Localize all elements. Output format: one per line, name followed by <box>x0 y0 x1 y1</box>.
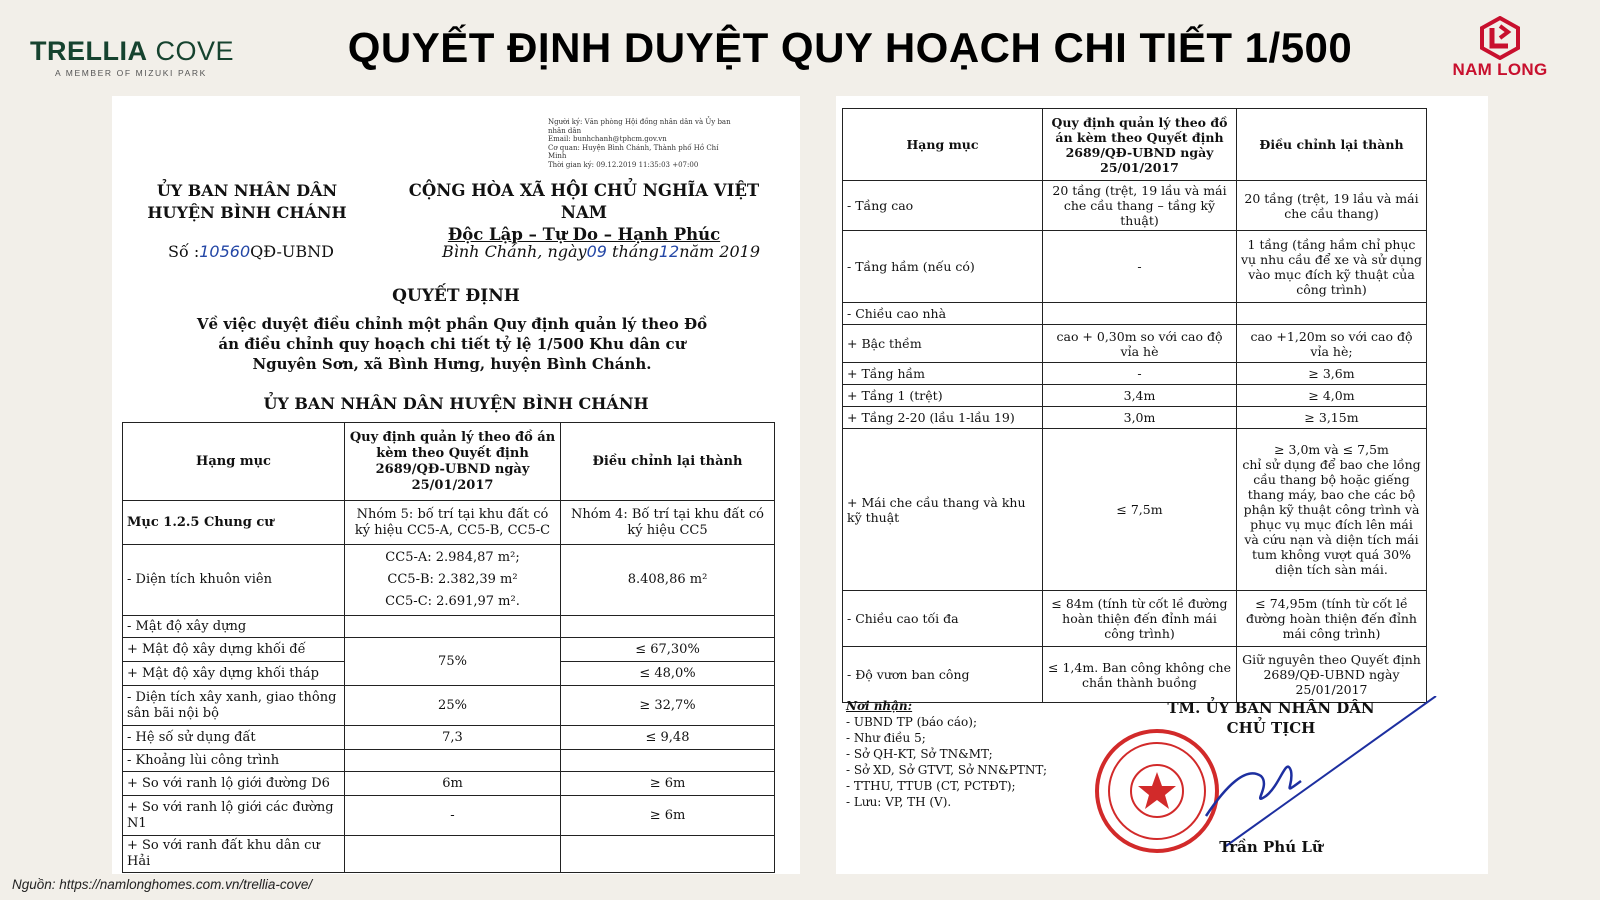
national-header <box>384 180 784 246</box>
recipient-item: - Sở XD, Sở GTVT, Sở NN&PTNT; <box>846 763 1048 777</box>
decision-subject <box>192 314 712 374</box>
date-month: 12 <box>658 242 680 261</box>
table-cell: ≤ 1,4m. Ban công không che chắn thành buồng <box>1043 647 1237 703</box>
area-value: CC5-A: 2.984,87 m²; <box>385 550 520 565</box>
table-cell: ≤ 84m (tính từ cốt lề đường hoàn thiện đến đỉnh mái công trình) <box>1043 591 1237 647</box>
brand-tagline: A MEMBER OF MIZUKI PARK <box>55 68 207 78</box>
recipients-list <box>846 698 1076 810</box>
authority-line: HUYỆN BÌNH CHÁNH <box>147 203 347 222</box>
table-row <box>843 429 1427 591</box>
table-row <box>843 591 1427 647</box>
table-cell: - <box>345 796 561 836</box>
table-cell: + So với ranh lộ giới các đường N1 <box>123 796 345 836</box>
table-cell: + So với ranh lộ giới đường D6 <box>123 772 345 796</box>
header-adjusted: Điều chỉnh lại thành <box>1237 109 1427 181</box>
nam-long-name: NAM LONG <box>1452 60 1548 79</box>
table-cell: - Diện tích xây xanh, giao thông sân bãi nội bộ <box>123 686 345 726</box>
table-cell: ≥ 4,0m <box>1237 385 1427 407</box>
decision-document-page-2 <box>836 96 1488 874</box>
table-cell: cao + 0,30m so với cao độ vỉa hè <box>1043 325 1237 363</box>
signature-meta-line: Người ký: Văn phòng Hội đồng nhân dân và Ủy ban nhân dân <box>548 118 731 135</box>
issuing-authority <box>142 180 352 224</box>
table-cell: - Chiều cao nhà <box>843 303 1043 325</box>
table-row <box>843 109 1427 181</box>
signature-block <box>1126 698 1416 738</box>
table-cell: + Mật độ xây dựng khối đế <box>123 638 345 662</box>
area-value: CC5-C: 2.691,97 m². <box>385 594 520 609</box>
recipients-title: Nơi nhận: <box>846 699 913 713</box>
table-cell: cao +1,20m so với cao độ vỉa hè; <box>1237 325 1427 363</box>
subject-line: án điều chỉnh quy hoạch chi tiết tỷ lệ 1/500 Khu dân cư <box>218 335 686 353</box>
table-cell: ≥ 3,6m <box>1237 363 1427 385</box>
number-handwritten: 10560 <box>199 242 251 261</box>
table-cell: Nhóm 5: bố trí tại khu đất có ký hiệu CC5-A, CC5-B, CC5-C <box>345 501 561 545</box>
table-cell: - Tầng cao <box>843 181 1043 231</box>
header-item: Hạng mục <box>843 109 1043 181</box>
table-row <box>123 772 775 796</box>
nam-long-logo <box>1438 16 1562 86</box>
table-row <box>843 385 1427 407</box>
table-row <box>843 363 1427 385</box>
date-part: Bình Chánh, ngày <box>442 242 587 261</box>
table-cell <box>345 545 561 616</box>
subject-line: Nguyên Sơn, xã Bình Hưng, huyện Bình Chánh. <box>252 355 652 373</box>
table-row <box>123 686 775 726</box>
table-row <box>123 750 775 772</box>
table-cell <box>345 836 561 873</box>
table-row <box>843 647 1427 703</box>
table-cell: 75% <box>345 638 561 686</box>
table-row <box>123 545 775 616</box>
recipient-item: - Lưu: VP, TH (V). <box>846 795 952 809</box>
nam-long-icon <box>1478 16 1522 60</box>
header-item: Hạng mục <box>123 423 345 501</box>
table-cell: - Độ vươn ban công <box>843 647 1043 703</box>
issuer-heading: ỦY BAN NHÂN DÂN HUYỆN BÌNH CHÁNH <box>263 394 649 413</box>
table-cell: ≤ 48,0% <box>561 662 775 686</box>
table-cell: 20 tầng (trệt, 19 lầu và mái che cầu thang) <box>1237 181 1427 231</box>
table-row <box>843 407 1427 429</box>
roof-note: chỉ sử dụng để bao che lồng cầu thang bộ hoặc giếng thang máy, bao che các bộ phận kỹ thuật công trình và phục vụ mục đích lên mái và cứu nạn và diện tích mái tum không vượt quá 30% diện tích sàn mái. <box>1242 457 1421 577</box>
table-cell <box>1237 429 1427 591</box>
table-cell: ≥ 6m <box>561 772 775 796</box>
table-cell: - Khoảng lùi công trình <box>123 750 345 772</box>
table-cell <box>561 836 775 873</box>
table-cell: 1 tầng (tầng hầm chỉ phục vụ nhu cầu để xe và sử dụng vào mục đích kỹ thuật của công trình) <box>1237 231 1427 303</box>
signature-meta-line: Thời gian ký: 09.12.2019 11:35:03 +07:00 <box>548 160 699 169</box>
table-row <box>843 325 1427 363</box>
regulation-table-2 <box>842 108 1427 703</box>
table-cell: + Mái che cầu thang và khu kỹ thuật <box>843 429 1043 591</box>
source-caption: Nguồn: https://namlonghomes.com.vn/trellia-cove/ <box>12 877 313 892</box>
table-cell <box>1237 303 1427 325</box>
table-cell: 3,0m <box>1043 407 1237 429</box>
date-part: tháng <box>606 242 659 261</box>
recipient-item: - Sở QH-KT, Sở TN&MT; <box>846 747 993 761</box>
number-suffix: QĐ-UBND <box>250 242 334 261</box>
table-cell: - Tầng hầm (nếu có) <box>843 231 1043 303</box>
table-cell <box>345 750 561 772</box>
recipient-item: - TTHU, TTUB (CT, PCTĐT); <box>846 779 1016 793</box>
table-cell: Giữ nguyên theo Quyết định 2689/QĐ-UBND ngày 25/01/2017 <box>1237 647 1427 703</box>
sign-role: CHỦ TỊCH <box>1226 719 1316 737</box>
table-cell <box>561 750 775 772</box>
table-cell <box>561 616 775 638</box>
table-row <box>843 303 1427 325</box>
table-row <box>123 423 775 501</box>
recipient-item: - UBND TP (báo cáo); <box>846 715 978 729</box>
table-cell: ≥ 3,15m <box>1237 407 1427 429</box>
subject-line: Về việc duyệt điều chỉnh một phần Quy định quản lý theo Đồ <box>196 315 708 333</box>
table-row <box>123 638 775 662</box>
table-cell <box>1043 303 1237 325</box>
table-cell: - Hệ số sử dụng đất <box>123 726 345 750</box>
table-cell: 3,4m <box>1043 385 1237 407</box>
table-cell: ≥ 6m <box>561 796 775 836</box>
table-cell: + Bậc thềm <box>843 325 1043 363</box>
decision-date <box>442 242 760 261</box>
table-cell: Nhóm 4: Bố trí tại khu đất có ký hiệu CC5 <box>561 501 775 545</box>
date-part: năm 2019 <box>679 242 761 261</box>
brand-name-2: COVE <box>147 36 235 66</box>
digital-signature-meta <box>548 118 738 169</box>
table-cell: 6m <box>345 772 561 796</box>
trellia-cove-logo <box>30 36 250 78</box>
number-prefix: Số : <box>168 242 200 261</box>
roof-range: ≥ 3,0m và ≤ 7,5m <box>1274 442 1389 457</box>
table-cell: 20 tầng (trệt, 19 lầu và mái che cầu thang – tầng kỹ thuật) <box>1043 181 1237 231</box>
table-row <box>843 231 1427 303</box>
table-row <box>123 616 775 638</box>
page-title: QUYẾT ĐỊNH DUYỆT QUY HOẠCH CHI TIẾT 1/500 <box>347 24 1353 71</box>
table-cell: - <box>1043 363 1237 385</box>
table-cell: + Tầng 2-20 (lầu 1-lầu 19) <box>843 407 1043 429</box>
table-cell: + Mật độ xây dựng khối tháp <box>123 662 345 686</box>
table-cell: - Diện tích khuôn viên <box>123 545 345 616</box>
signature-meta-line: Cơ quan: Huyện Bình Chánh, Thành phố Hồ Chí Minh <box>548 143 719 160</box>
table-row <box>123 836 775 873</box>
sign-title: TM. ỦY BAN NHÂN DÂN <box>1167 699 1375 717</box>
table-cell: - Mật độ xây dựng <box>123 616 345 638</box>
recipient-item: - Như điều 5; <box>846 731 926 745</box>
nation-motto: Độc Lập – Tự Do – Hạnh Phúc <box>447 225 721 244</box>
table-cell: - Chiều cao tối đa <box>843 591 1043 647</box>
date-day: 09 <box>586 242 607 261</box>
signature-meta-line: Email: bunhchanh@tphcm.gov.vn <box>548 135 667 143</box>
table-cell: 8.408,86 m² <box>561 545 775 616</box>
table-cell: + Tầng 1 (trệt) <box>843 385 1043 407</box>
table-cell <box>345 616 561 638</box>
table-row <box>843 181 1427 231</box>
table-cell: - <box>1043 231 1237 303</box>
decision-title: QUYẾT ĐỊNH <box>392 286 520 306</box>
header-adjusted: Điều chỉnh lại thành <box>561 423 775 501</box>
decision-number <box>168 242 334 261</box>
nation-line: CỘNG HÒA XÃ HỘI CHỦ NGHĨA VIỆT NAM <box>408 181 760 222</box>
brand-name-1: TRELLIA <box>30 36 148 66</box>
table-row <box>123 796 775 836</box>
header-current: Quy định quản lý theo đồ án kèm theo Quyết định 2689/QĐ-UBND ngày 25/01/2017 <box>1043 109 1237 181</box>
table-row <box>123 726 775 750</box>
area-value: CC5-B: 2.382,39 m² <box>387 572 518 587</box>
header-current: Quy định quản lý theo đồ án kèm theo Quyết định 2689/QĐ-UBND ngày 25/01/2017 <box>345 423 561 501</box>
table-cell: 7,3 <box>345 726 561 750</box>
authority-line: ỦY BAN NHÂN DÂN <box>156 181 338 200</box>
signer-name: Trần Phú Lữ <box>1219 838 1323 856</box>
table-cell: ≤ 67,30% <box>561 638 775 662</box>
table-cell: Mục 1.2.5 Chung cư <box>123 501 345 545</box>
table-cell: 25% <box>345 686 561 726</box>
table-row <box>123 501 775 545</box>
table-cell: + So với ranh đất khu dân cư Hải <box>123 836 345 873</box>
table-cell: ≤ 74,95m (tính từ cốt lề đường hoàn thiện đến đỉnh mái công trình) <box>1237 591 1427 647</box>
decision-document-page-1 <box>112 96 800 874</box>
regulation-table-1 <box>122 422 775 873</box>
table-cell: ≥ 32,7% <box>561 686 775 726</box>
table-cell: + Tầng hầm <box>843 363 1043 385</box>
table-cell: ≤ 7,5m <box>1043 429 1237 591</box>
table-cell: ≤ 9,48 <box>561 726 775 750</box>
